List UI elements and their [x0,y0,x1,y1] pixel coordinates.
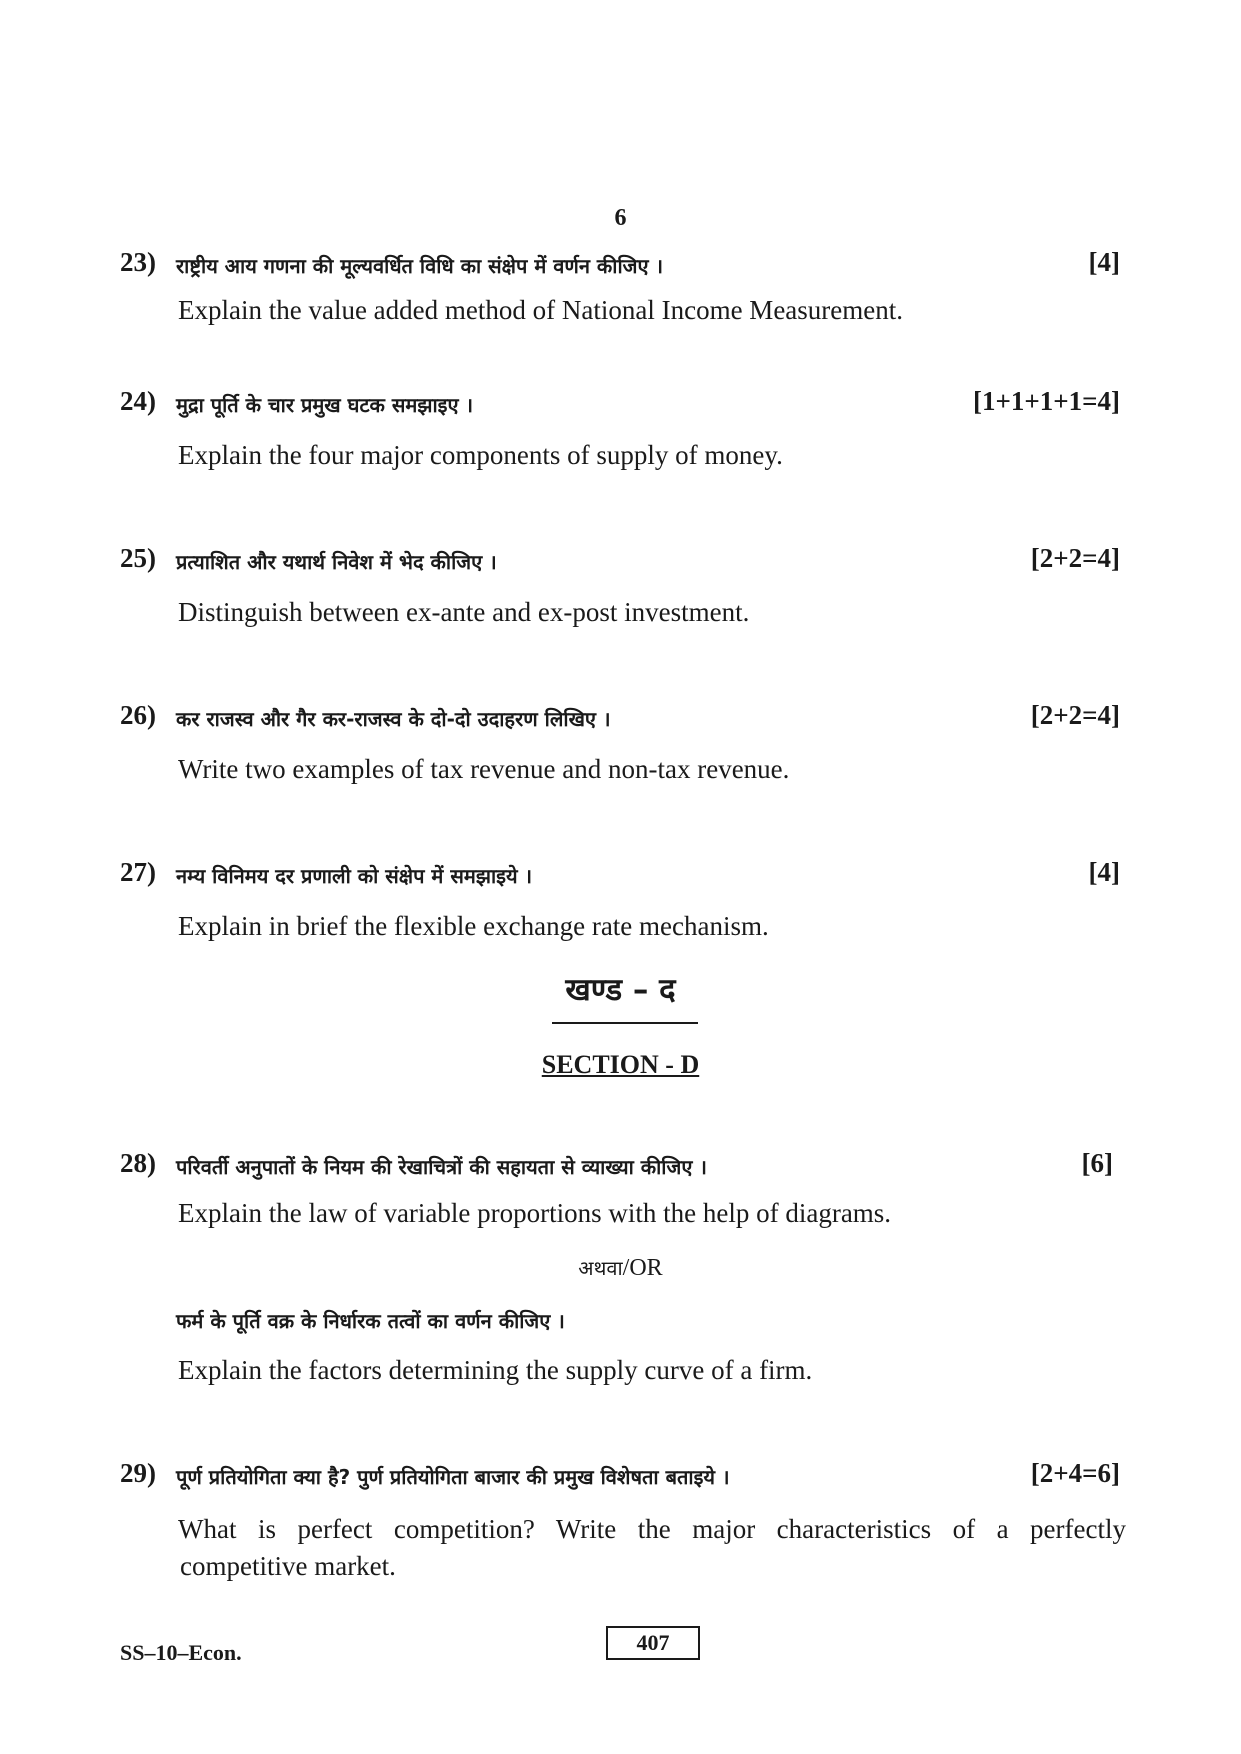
question-number: 24) [120,386,156,416]
question-marks: [6] [1081,1148,1113,1178]
question-marks: [2+2=4] [1030,700,1120,730]
question-marks: [4] [1088,857,1120,887]
question-number: 27) [120,857,156,887]
question-hindi: राष्ट्रीय आय गणना की मूल्यवर्धित विधि का संक्षेप में वर्णन कीजिए । [176,254,664,278]
section-heading-underline [552,1022,698,1024]
or-english: /OR [622,1255,663,1281]
question-hindi: कर राजस्व और गैर कर-राजस्व के दो-दो उदाहरण लिखिए । [176,707,611,731]
question-hindi: पूर्ण प्रतियोगिता क्या है? पुर्ण प्रतियोगिता बाजार की प्रमुख विशेषता बताइये । [176,1465,730,1489]
page-number: 6 [614,205,627,231]
question-hindi: प्रत्याशित और यथार्थ निवेश में भेद कीजिए । [176,550,497,574]
question-number: 26) [120,700,156,730]
question-english: Explain in brief the flexible exchange rate mechanism. [178,911,769,941]
question-english: Write two examples of tax revenue and non-tax revenue. [178,754,790,784]
question-number: 28) [120,1148,156,1178]
question-marks: [4] [1088,247,1120,277]
question-marks: [2+4=6] [1030,1458,1120,1488]
question-english-continued: competitive market. [180,1551,396,1581]
question-english: What is perfect competition? Write the major characteristics of a perfectly [178,1514,1126,1544]
question-number: 23) [120,247,156,277]
question-number: 25) [120,543,156,573]
question-hindi: मुद्रा पूर्ति के चार प्रमुख घटक समझाइए । [176,393,474,417]
question-english: Explain the value added method of National Income Measurement. [178,295,904,325]
section-heading-english: SECTION - D [541,1050,700,1079]
question-marks: [2+2=4] [1030,543,1120,573]
page-code-box: 407 [606,1626,700,1660]
paper-code: SS–10–Econ. [120,1640,242,1665]
question-english: Distinguish between ex-ante and ex-post investment. [178,597,750,627]
question-english: Explain the law of variable proportions with the help of diagrams. [178,1198,892,1228]
alternative-question-english: Explain the factors determining the supply curve of a firm. [178,1355,813,1385]
section-heading-hindi: खण्ड – द [565,972,676,1008]
alternative-question-hindi: फर्म के पूर्ति वक्र के निर्धारक तत्वों का वर्णन कीजिए । [176,1309,565,1333]
question-hindi: नम्य विनिमय दर प्रणाली को संक्षेप में समझाइये । [176,864,533,888]
question-english: Explain the four major components of supply of money. [178,440,783,470]
or-separator [0,1254,1241,1282]
question-marks: [1+1+1+1=4] [972,386,1120,416]
question-hindi: परिवर्ती अनुपातों के नियम की रेखाचित्रों की सहायता से व्याख्या कीजिए । [176,1155,707,1179]
or-hindi: अथवा [578,1256,623,1280]
question-number: 29) [120,1458,156,1488]
